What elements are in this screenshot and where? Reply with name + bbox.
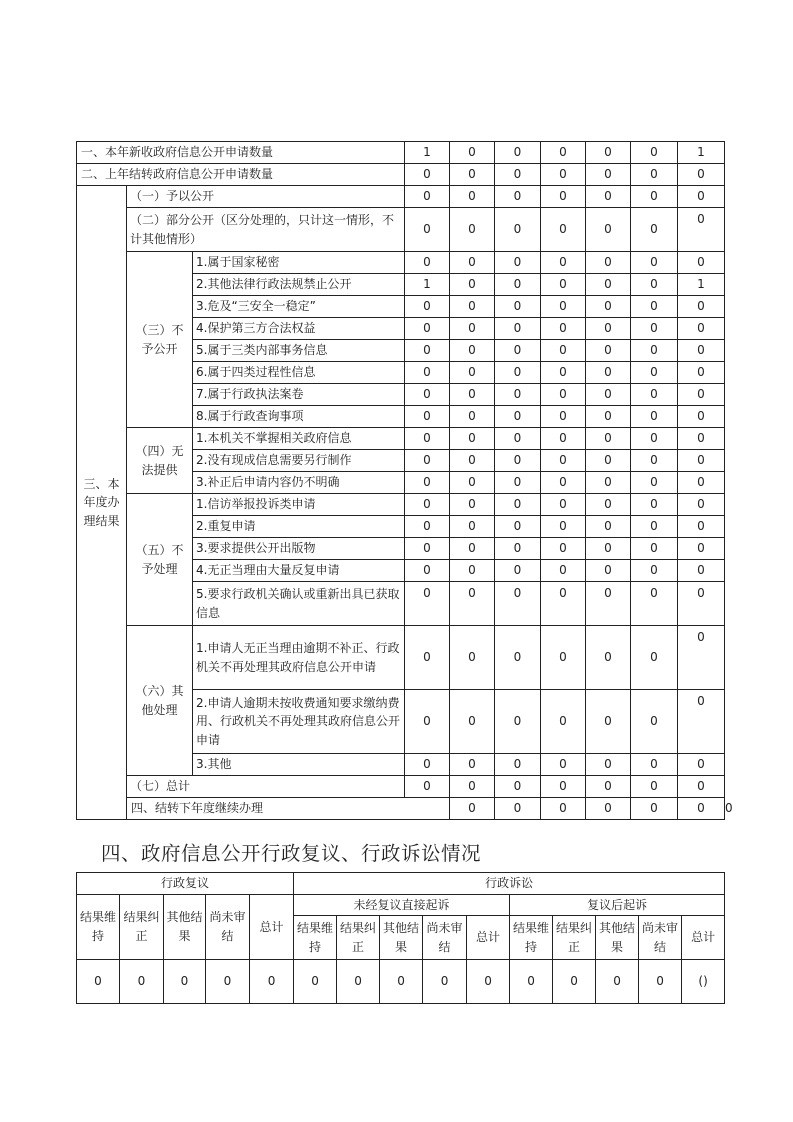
count-cell: 0 xyxy=(678,362,725,384)
count-cell: 0 xyxy=(450,318,495,340)
count-cell: 0 xyxy=(450,776,495,798)
row-label: 四、结转下年度继续办理 xyxy=(127,798,450,820)
count-cell: () xyxy=(682,960,725,1004)
count-cell: 0 xyxy=(678,384,725,406)
after-review-header: 复议后起诉 xyxy=(510,895,725,916)
count-cell: 0 xyxy=(495,384,541,406)
count-cell: 0 xyxy=(678,560,725,582)
count-cell: 0 xyxy=(541,472,586,494)
column-header: 尚未审结 xyxy=(639,916,682,960)
count-cell: 0 xyxy=(586,142,631,164)
count-cell: 0 xyxy=(541,340,586,362)
count-cell: 0 xyxy=(495,798,541,820)
count-cell: 0 xyxy=(294,960,337,1004)
row-label: 1.本机关不掌握相关政府信息 xyxy=(193,428,405,450)
count-cell: 0 xyxy=(678,186,725,208)
count-cell: 0 xyxy=(541,690,586,754)
count-cell: 0 xyxy=(541,252,586,274)
count-cell: 0 xyxy=(495,142,541,164)
count-cell: 0 xyxy=(631,186,678,208)
section-heading: 四、政府信息公开行政复议、行政诉讼情况 xyxy=(101,842,482,865)
count-cell: 0 xyxy=(678,798,725,820)
column-header: 结果维持 xyxy=(510,916,553,960)
count-cell: 0 xyxy=(405,384,450,406)
count-cell: 0 xyxy=(495,690,541,754)
table-row: 四、结转下年度继续办理 0 0 0 0 0 0 0 xyxy=(77,798,725,820)
count-cell: 0 xyxy=(450,472,495,494)
count-cell: 0 xyxy=(678,450,725,472)
count-cell: 0 xyxy=(405,472,450,494)
count-cell: 0 xyxy=(541,582,586,626)
count-cell: 0 xyxy=(405,186,450,208)
column-header: 其他结果 xyxy=(164,895,206,960)
column-header: 尚未审结 xyxy=(206,895,250,960)
count-cell: 0 xyxy=(678,582,725,626)
count-cell: 0 xyxy=(678,494,725,516)
count-cell: 0 xyxy=(631,538,678,560)
count-cell: 0 xyxy=(631,340,678,362)
row-label: 3.危及“三安全一稳定” xyxy=(193,296,405,318)
count-cell: 0 xyxy=(639,960,682,1004)
count-cell: 0 xyxy=(510,960,553,1004)
count-cell: 0 xyxy=(541,494,586,516)
count-cell: 0 xyxy=(541,362,586,384)
column-header: 结果纠正 xyxy=(553,916,596,960)
count-cell: 0 xyxy=(586,406,631,428)
count-cell: 0 xyxy=(164,960,206,1004)
row-label: （二）部分公开（区分处理的，只计这一情形，不计其他情形） xyxy=(127,208,405,252)
row-label: 1.申请人无正当理由逾期不补正、行政机关不再处理其政府信息公开申请 xyxy=(193,626,405,690)
count-cell: 0 xyxy=(586,318,631,340)
review-header: 行政复议 xyxy=(77,873,294,895)
row-label: 3.补正后申请内容仍不明确 xyxy=(193,472,405,494)
count-cell: 0 xyxy=(495,450,541,472)
count-cell: 1 xyxy=(405,142,450,164)
table-row xyxy=(77,142,725,164)
count-cell: 0 xyxy=(631,208,678,252)
count-cell: 0 xyxy=(586,538,631,560)
count-cell: 0 xyxy=(541,164,586,186)
count-cell: 0 xyxy=(631,318,678,340)
row-label: 2.申请人逾期未按收费通知要求缴纳费用、行政机关不再处理其政府信息公开申请 xyxy=(193,690,405,754)
count-cell: 0 xyxy=(495,472,541,494)
count-cell: 0 xyxy=(495,296,541,318)
count-cell: 0 xyxy=(495,538,541,560)
count-cell: 0 xyxy=(450,164,495,186)
row-label: 4.无正当理由大量反复申请 xyxy=(193,560,405,582)
count-cell: 0 xyxy=(405,494,450,516)
count-cell: 0 xyxy=(450,208,495,252)
count-cell: 0 xyxy=(586,296,631,318)
count-cell: 0 xyxy=(631,560,678,582)
count-cell: 0 xyxy=(337,960,380,1004)
count-cell: 0 xyxy=(586,274,631,296)
row-label: （一）予以公开 xyxy=(127,186,405,208)
row-label: 8.属于行政查询事项 xyxy=(193,406,405,428)
column-header: 结果维持 xyxy=(77,895,120,960)
count-cell: 0 xyxy=(586,494,631,516)
count-cell: 0 xyxy=(405,754,450,776)
count-cell: 0 xyxy=(631,754,678,776)
count-cell: 0 xyxy=(631,516,678,538)
count-cell: 0 xyxy=(467,960,510,1004)
count-cell: 0 xyxy=(405,560,450,582)
count-cell: 0 xyxy=(631,252,678,274)
count-cell: 0 xyxy=(541,776,586,798)
table-row xyxy=(77,776,725,798)
count-cell: 0 xyxy=(631,472,678,494)
column-header: 总计 xyxy=(250,895,294,960)
count-cell: 0 xyxy=(541,274,586,296)
count-cell: 0 xyxy=(541,428,586,450)
count-cell: 0 xyxy=(541,516,586,538)
count-cell: 0 xyxy=(678,252,725,274)
count-cell: 0 xyxy=(380,960,423,1004)
count-cell: 0 xyxy=(586,428,631,450)
count-cell: 1 xyxy=(678,274,725,296)
count-cell: 0 xyxy=(586,626,631,690)
direct-suit-header: 未经复议直接起诉 xyxy=(294,895,510,916)
count-cell: 0 xyxy=(405,164,450,186)
count-cell: 0 xyxy=(405,296,450,318)
count-cell: 0 xyxy=(495,494,541,516)
row-label: 1.属于国家秘密 xyxy=(193,252,405,274)
count-cell: 0 xyxy=(541,754,586,776)
count-cell: 0 xyxy=(423,960,467,1004)
count-cell: 0 xyxy=(450,538,495,560)
section-label: 三、本年度办理结果 xyxy=(77,186,127,820)
count-cell: 0 xyxy=(678,406,725,428)
count-cell: 0 xyxy=(631,798,678,820)
count-cell: 0 xyxy=(631,582,678,626)
count-cell: 0 xyxy=(450,274,495,296)
row-label: 3.要求提供公开出版物 xyxy=(193,538,405,560)
count-cell: 0 xyxy=(450,494,495,516)
row-label: 二、上年结转政府信息公开申请数量 xyxy=(77,164,405,186)
count-cell: 0 xyxy=(450,516,495,538)
count-cell: 0 xyxy=(495,340,541,362)
count-cell: 0 xyxy=(450,428,495,450)
count-cell: 0 xyxy=(631,626,678,690)
count-cell: 0 xyxy=(450,296,495,318)
count-cell: 0 xyxy=(405,450,450,472)
count-cell: 0 xyxy=(586,582,631,626)
count-cell: 0 xyxy=(495,560,541,582)
column-header: 其他结果 xyxy=(596,916,639,960)
count-cell: 0 xyxy=(495,164,541,186)
count-cell: 0 xyxy=(586,164,631,186)
count-cell: 0 xyxy=(450,406,495,428)
count-cell: 0 xyxy=(678,428,725,450)
count-cell: 0 xyxy=(631,164,678,186)
count-cell: 0 xyxy=(541,208,586,252)
count-cell: 0 xyxy=(678,754,725,776)
count-cell: 0 xyxy=(631,776,678,798)
table-row xyxy=(77,494,725,516)
review-litigation-table xyxy=(76,872,725,1004)
row-label: 2.重复申请 xyxy=(193,516,405,538)
count-cell: 0 xyxy=(120,960,164,1004)
count-cell: 0 xyxy=(405,538,450,560)
column-header: 结果纠正 xyxy=(120,895,164,960)
row-label: 1.信访举报投诉类申请 xyxy=(193,494,405,516)
litigation-header: 行政诉讼 xyxy=(294,873,725,895)
row-label: 一、本年新收政府信息公开申请数量 xyxy=(77,142,405,164)
count-cell: 0 xyxy=(206,960,250,1004)
count-cell: 0 xyxy=(495,582,541,626)
count-cell: 0 xyxy=(586,776,631,798)
row-label: 2.没有现成信息需要另行制作 xyxy=(193,450,405,472)
count-cell: 0 xyxy=(586,252,631,274)
count-cell: 0 xyxy=(541,406,586,428)
count-cell: 0 xyxy=(405,406,450,428)
column-header: 总计 xyxy=(682,916,725,960)
row-label: 6.属于四类过程性信息 xyxy=(193,362,405,384)
count-cell: 0 xyxy=(553,960,596,1004)
column-header: 结果纠正 xyxy=(337,916,380,960)
count-cell: 0 xyxy=(495,208,541,252)
count-cell: 0 xyxy=(678,340,725,362)
table-row xyxy=(77,428,725,450)
count-cell: 0 xyxy=(631,428,678,450)
count-cell: 0 xyxy=(678,164,725,186)
count-cell: 0 xyxy=(495,186,541,208)
count-cell: 0 xyxy=(586,690,631,754)
group-label: （六）其他处理 xyxy=(127,626,193,776)
count-cell: 0 xyxy=(541,560,586,582)
column-header: 结果维持 xyxy=(294,916,337,960)
count-cell: 0 xyxy=(596,960,639,1004)
count-cell: 0 xyxy=(450,142,495,164)
count-cell: 0 xyxy=(678,516,725,538)
count-cell: 0 xyxy=(678,318,725,340)
count-cell: 0 xyxy=(631,406,678,428)
count-cell: 0 xyxy=(450,582,495,626)
row-label: 7.属于行政执法案卷 xyxy=(193,384,405,406)
table-row xyxy=(77,164,725,186)
count-cell: 0 xyxy=(405,690,450,754)
count-cell: 0 xyxy=(631,362,678,384)
count-cell: 0 xyxy=(631,690,678,754)
count-cell: 0 xyxy=(586,560,631,582)
application-handling-table xyxy=(76,141,733,820)
group-label: （五）不予处理 xyxy=(127,494,193,626)
row-label: （七）总计 xyxy=(127,776,405,798)
count-cell: 0 xyxy=(405,252,450,274)
row-label: 5.属于三类内部事务信息 xyxy=(193,340,405,362)
count-cell: 0 xyxy=(495,626,541,690)
count-cell: 0 xyxy=(450,252,495,274)
count-cell: 0 xyxy=(495,428,541,450)
count-cell: 0 xyxy=(678,626,725,690)
count-cell: 0 xyxy=(77,960,120,1004)
count-cell: 0 xyxy=(541,626,586,690)
count-cell: 0 xyxy=(541,296,586,318)
count-cell: 0 xyxy=(405,582,450,626)
count-cell: 0 xyxy=(586,362,631,384)
count-cell: 0 xyxy=(586,208,631,252)
count-cell: 0 xyxy=(631,296,678,318)
count-cell: 0 xyxy=(678,472,725,494)
count-cell: 0 xyxy=(586,798,631,820)
count-cell: 0 xyxy=(495,776,541,798)
count-cell: 1 xyxy=(405,274,450,296)
count-cell: 0 xyxy=(541,450,586,472)
count-cell: 0 xyxy=(678,538,725,560)
count-cell: 0 xyxy=(678,690,725,754)
count-cell: 0 xyxy=(586,754,631,776)
row-label: 2.其他法律行政法规禁止公开 xyxy=(193,274,405,296)
count-cell: 0 xyxy=(450,798,495,820)
row-label: 5.要求行政机关确认或重新出具已获取信息 xyxy=(193,582,405,626)
count-cell: 0 xyxy=(405,208,450,252)
count-cell: 0 xyxy=(495,406,541,428)
table-row xyxy=(77,208,725,252)
column-header: 尚未审结 xyxy=(423,916,467,960)
count-cell: 0 xyxy=(450,340,495,362)
group-label: （三）不予公开 xyxy=(127,252,193,428)
count-cell: 0 xyxy=(586,340,631,362)
table-row xyxy=(77,186,725,208)
count-cell: 1 xyxy=(678,142,725,164)
count-cell: 0 xyxy=(405,428,450,450)
count-cell: 0 xyxy=(405,776,450,798)
count-cell: 0 xyxy=(678,776,725,798)
count-cell: 0 xyxy=(450,754,495,776)
count-cell: 0 xyxy=(405,340,450,362)
count-cell: 0 xyxy=(450,690,495,754)
count-cell: 0 xyxy=(541,384,586,406)
column-header: 总计 xyxy=(467,916,510,960)
count-cell: 0 xyxy=(631,274,678,296)
column-header: 其他结果 xyxy=(380,916,423,960)
count-cell: 0 xyxy=(450,384,495,406)
count-cell: 0 xyxy=(405,626,450,690)
count-cell: 0 xyxy=(495,318,541,340)
row-label: 3.其他 xyxy=(193,754,405,776)
table-row xyxy=(77,626,725,690)
count-cell: 0 xyxy=(631,450,678,472)
count-cell: 0 xyxy=(450,626,495,690)
count-cell: 0 xyxy=(631,494,678,516)
count-cell: 0 xyxy=(495,252,541,274)
count-cell: 0 xyxy=(495,274,541,296)
count-cell: 0 xyxy=(495,754,541,776)
count-cell: 0 xyxy=(405,318,450,340)
count-cell: 0 xyxy=(631,384,678,406)
group-label: （四）无法提供 xyxy=(127,428,193,494)
count-cell: 0 xyxy=(250,960,294,1004)
count-cell: 0 xyxy=(586,450,631,472)
count-cell: 0 xyxy=(405,362,450,384)
count-cell: 0 xyxy=(586,516,631,538)
count-cell: 0 xyxy=(450,186,495,208)
count-cell: 0 xyxy=(678,208,725,252)
table-row xyxy=(77,252,725,274)
count-cell: 0 xyxy=(586,472,631,494)
row-label: 4.保护第三方合法权益 xyxy=(193,318,405,340)
count-cell: 0 xyxy=(495,516,541,538)
count-cell: 0 xyxy=(405,516,450,538)
count-cell: 0 xyxy=(541,318,586,340)
count-cell: 0 xyxy=(450,560,495,582)
count-cell: 0 xyxy=(450,450,495,472)
count-cell: 0 xyxy=(586,186,631,208)
count-cell: 0 xyxy=(631,142,678,164)
count-cell: 0 xyxy=(541,142,586,164)
count-cell: 0 xyxy=(450,362,495,384)
count-cell: 0 xyxy=(678,296,725,318)
count-cell: 0 xyxy=(541,538,586,560)
count-cell: 0 xyxy=(541,186,586,208)
count-cell: 0 xyxy=(495,362,541,384)
count-cell: 0 xyxy=(541,798,586,820)
count-cell: 0 xyxy=(586,384,631,406)
